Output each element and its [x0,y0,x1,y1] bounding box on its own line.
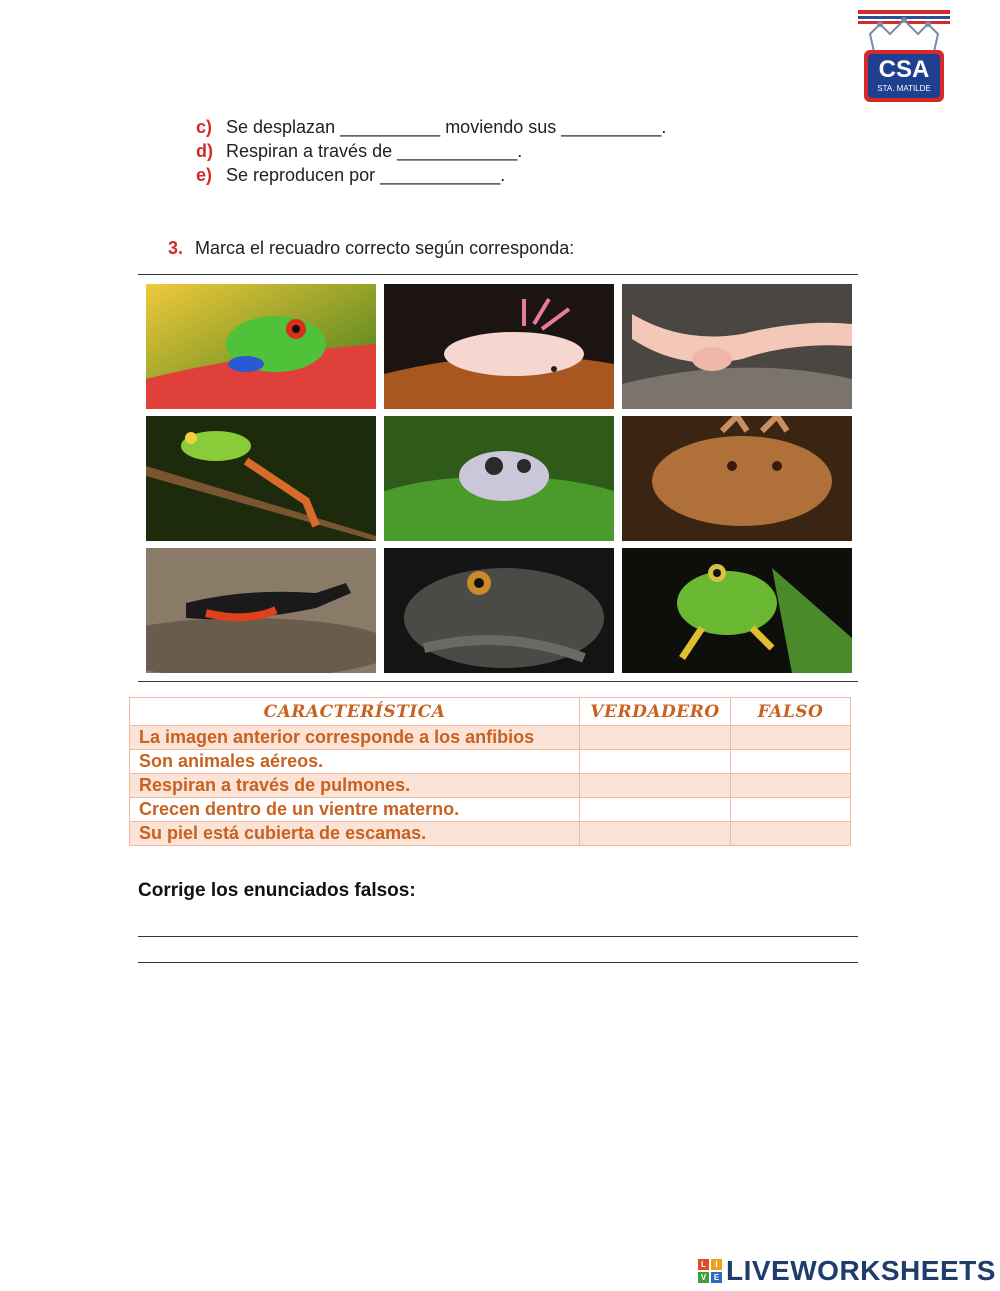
photo-black-red-newt [146,548,376,673]
verdadero-checkbox[interactable] [580,774,731,798]
item-d [196,139,522,163]
brand-word: LIVEWORKSHEETS [726,1255,996,1286]
header-caracteristica: CARACTERÍSTICA [130,698,580,726]
item-c [196,115,666,139]
logo-text: CSA [878,56,930,83]
statement-cell: Su piel está cubierta de escamas. [130,822,580,846]
item-text: Respiran a través de ____________. [226,141,523,161]
table-row [130,822,851,846]
statement-cell: La imagen anterior corresponde a los anfibios [130,726,580,750]
statement-cell: Respiran a través de pulmones. [130,774,580,798]
item-letter: e) [196,165,213,185]
verdadero-checkbox[interactable] [580,822,731,846]
answer-line-1[interactable] [138,936,858,937]
photo-horned-frog [622,416,852,541]
photo-red-eyed-tree-frog [146,284,376,409]
statement-cell: Son animales aéreos. [130,750,580,774]
top-divider [138,274,858,275]
question-text: Marca el recuadro correcto según corresponda: [195,238,575,258]
table-row [130,774,851,798]
item-letter: c) [196,117,213,137]
falso-checkbox[interactable] [730,798,850,822]
falso-checkbox[interactable] [730,822,850,846]
falso-checkbox[interactable] [730,726,850,750]
table-row [130,726,851,750]
item-text: Se reproducen por ____________. [226,165,506,185]
table-row [130,750,851,774]
header-verdadero: VERDADERO [580,698,731,726]
answer-line-2[interactable] [138,962,858,963]
verdadero-checkbox[interactable] [580,798,731,822]
true-false-table [129,697,851,846]
question-3 [168,238,574,259]
photo-axolotl [384,284,614,409]
item-text: Se desplazan __________ moviendo sus __________. [226,117,667,137]
amphibian-photo-grid [146,284,852,674]
verdadero-checkbox[interactable] [580,726,731,750]
bottom-divider [138,681,858,682]
statement-cell: Crecen dentro de un vientre materno. [130,798,580,822]
table-row [130,798,851,822]
photo-tree-frog-branch [146,416,376,541]
verdadero-checkbox[interactable] [580,750,731,774]
brand-block: V [698,1272,709,1283]
corrige-heading: Corrige los enunciados falsos: [138,880,416,901]
header-falso: FALSO [730,698,850,726]
falso-checkbox[interactable] [730,774,850,798]
table-header-row [130,698,851,726]
photo-green-flying-frog [622,548,852,673]
item-letter: d) [196,141,213,161]
falso-checkbox[interactable] [730,750,850,774]
brand-block: E [711,1272,722,1283]
item-e [196,163,505,187]
brand-block: I [711,1259,722,1270]
question-number: 3. [168,238,184,258]
liveworksheets-logo [698,1257,996,1285]
logo-subtext: STA. MATILDE [877,84,931,93]
photo-pale-salamander [622,284,852,409]
photo-milk-frog [384,416,614,541]
brand-blocks-icon [698,1259,722,1283]
school-logo [856,8,952,108]
brand-block: L [698,1259,709,1270]
photo-dark-horned-frog [384,548,614,673]
